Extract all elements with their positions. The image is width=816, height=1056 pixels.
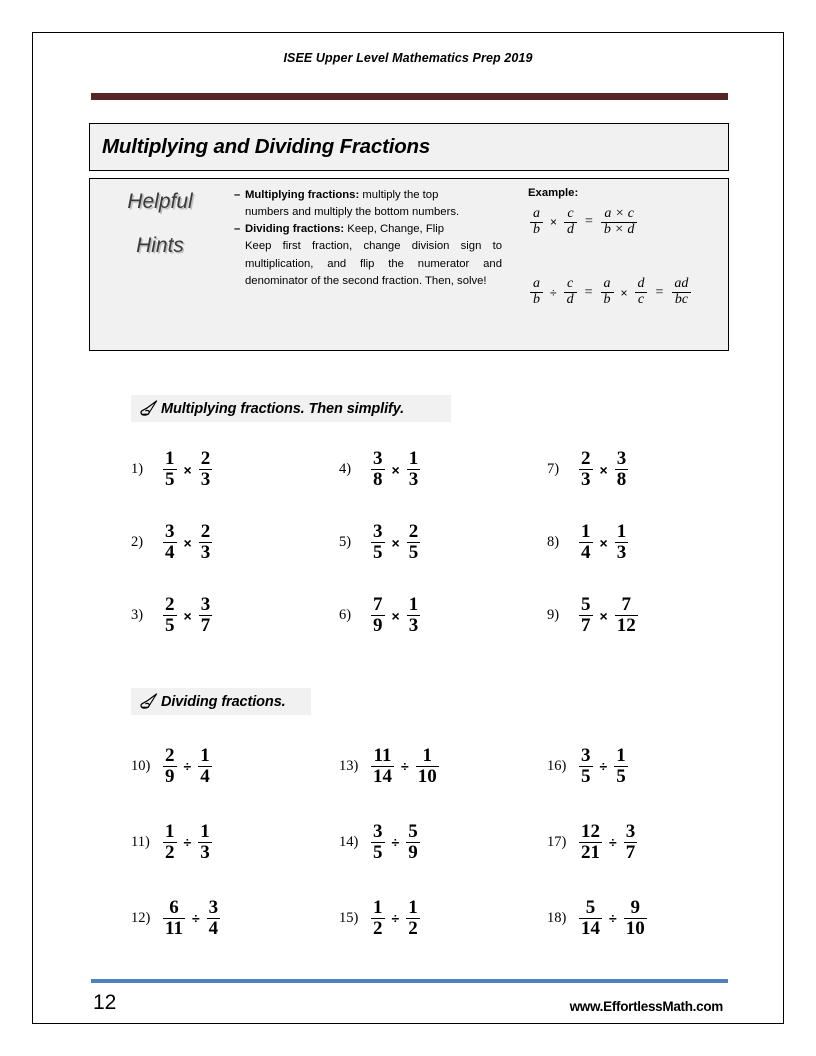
- fraction-right: [207, 898, 221, 939]
- fraction-right: [407, 449, 421, 490]
- hints-example-column: [512, 179, 728, 350]
- problem-number: 14): [339, 833, 359, 850]
- helpful-hints-box: [89, 178, 729, 351]
- problem-item[interactable]: [339, 804, 547, 880]
- problem-item[interactable]: [547, 880, 731, 956]
- section-header-multiplying: [131, 395, 451, 422]
- denominator: 3: [616, 542, 627, 563]
- denominator: 2: [408, 917, 418, 939]
- hint-bullet-2-line: [245, 221, 444, 238]
- fraction-right: [624, 898, 647, 939]
- denominator: b: [530, 222, 543, 238]
- denominator: 2: [165, 841, 175, 863]
- numerator: 5: [581, 594, 591, 616]
- equals-sign: =: [655, 284, 664, 300]
- fraction-left: [579, 449, 593, 490]
- problem-item[interactable]: [547, 579, 731, 652]
- denominator: 5: [373, 542, 383, 563]
- denominator: d: [564, 222, 577, 238]
- fraction-left: [579, 822, 602, 863]
- denominator: 4: [208, 917, 219, 939]
- problem-expression: [369, 898, 422, 939]
- fraction-c-over-d: [564, 277, 577, 307]
- divide-operator: ÷: [550, 285, 557, 300]
- denominator: 3: [581, 469, 591, 490]
- problem-expression: [577, 746, 630, 787]
- numerator: 1: [165, 448, 175, 470]
- operator: ×: [183, 607, 192, 624]
- denominator: 3: [200, 542, 211, 563]
- multiply-operator: ×: [620, 285, 628, 300]
- example-formula-1: [528, 207, 728, 237]
- page-title-box: [89, 123, 729, 171]
- denominator: 4: [581, 542, 591, 563]
- problem-expression: [161, 746, 214, 787]
- fraction-left: [371, 522, 385, 563]
- page-number: 12: [93, 991, 117, 1014]
- operator: ×: [183, 461, 192, 478]
- problem-number: 10): [131, 757, 151, 774]
- numerator: 3: [165, 521, 175, 543]
- pen-icon: [139, 400, 159, 417]
- hint-bullet-1-rest: multiply the top: [359, 189, 439, 201]
- problem-expression: [161, 449, 214, 490]
- fraction-left: [163, 522, 177, 563]
- denominator: 2: [373, 917, 383, 939]
- numerator: 1: [200, 820, 210, 842]
- problem-item[interactable]: [131, 728, 339, 804]
- operator: ÷: [191, 910, 200, 926]
- fraction-left: [163, 595, 177, 636]
- operator: ×: [599, 461, 608, 478]
- fraction-right: [614, 746, 628, 787]
- denominator: 7: [581, 615, 591, 636]
- fraction-right: [615, 522, 629, 563]
- numerator: 7: [621, 594, 631, 616]
- problem-number: 2): [131, 534, 144, 550]
- helpful-hints-label: [90, 179, 230, 350]
- denominator: 8: [616, 469, 627, 490]
- hint-dash: –: [234, 189, 241, 201]
- denominator: 7: [625, 841, 636, 863]
- fraction-right: [199, 449, 213, 490]
- denominator: b × d: [601, 222, 637, 238]
- numerator: 9: [630, 896, 640, 918]
- operator: ×: [391, 461, 400, 478]
- operator: ÷: [183, 834, 192, 850]
- problem-number: 1): [131, 461, 144, 477]
- operator: ×: [183, 534, 192, 551]
- problem-number: 9): [547, 607, 560, 623]
- hint-bullet-2-rest: Keep, Change, Flip: [344, 223, 445, 236]
- fraction-left: [579, 746, 593, 787]
- problem-item[interactable]: [339, 728, 547, 804]
- hint-bullet-2-continuation: Keep first fraction, change division sign to multiplication, and flip the numerator and denominator of the second fraction. Then, solve!: [245, 240, 502, 287]
- fraction-left: [371, 822, 385, 863]
- hint-bullet-1-continuation: numbers and multiply the bottom numbers.: [245, 206, 460, 219]
- problem-expression: [577, 522, 630, 563]
- problem-grid-dividing: [131, 728, 731, 956]
- fraction-left: [163, 746, 177, 787]
- numerator: 3: [373, 521, 383, 543]
- hint-bullet-1-strong: Multiplying fractions:: [245, 189, 360, 201]
- denominator: 3: [408, 469, 419, 490]
- problem-number: 17): [547, 833, 567, 850]
- problem-item[interactable]: [131, 579, 339, 652]
- denominator: 3: [200, 841, 210, 863]
- denominator: 14: [373, 765, 392, 787]
- fraction-d-over-c: [635, 277, 648, 307]
- denominator: bc: [672, 292, 691, 308]
- problem-expression: [577, 822, 639, 863]
- running-head: ISEE Upper Level Mathematics Prep 2019: [283, 51, 533, 65]
- problem-number: 4): [339, 461, 352, 477]
- problem-item[interactable]: [131, 804, 339, 880]
- problem-expression: [369, 822, 422, 863]
- numerator: 12: [581, 820, 600, 842]
- problem-number: 3): [131, 607, 144, 623]
- problem-number: 13): [339, 757, 359, 774]
- numerator: 1: [165, 820, 175, 842]
- numerator: 1: [616, 744, 626, 766]
- numerator: 3: [373, 448, 383, 470]
- equals-sign: =: [584, 284, 593, 300]
- fraction-a-over-b: [530, 277, 543, 307]
- denominator: 3: [200, 469, 211, 490]
- problem-item[interactable]: [547, 506, 731, 579]
- fraction-left: [371, 746, 394, 787]
- hints-label-line1: Helpful: [127, 190, 193, 213]
- hint-bullet-1-line: [245, 187, 438, 204]
- denominator: 3: [408, 615, 419, 636]
- problem-expression: [161, 595, 214, 636]
- numerator: 11: [373, 744, 392, 766]
- example-label: Example:: [528, 187, 579, 199]
- problem-expression: [369, 522, 422, 563]
- hint-bullet-2: [234, 221, 508, 238]
- operator: ÷: [391, 910, 400, 926]
- footer-rule: [91, 979, 728, 983]
- header-rule: [91, 93, 728, 100]
- numerator: 1: [408, 448, 419, 470]
- problem-number: 6): [339, 607, 352, 623]
- fraction-right: [406, 898, 420, 939]
- numerator: 3: [625, 820, 636, 842]
- problem-number: 18): [547, 909, 567, 926]
- numerator: 2: [165, 744, 175, 766]
- numerator: 2: [408, 521, 419, 543]
- numerator: 1: [616, 521, 627, 543]
- denominator: 9: [165, 765, 175, 787]
- denominator: 5: [616, 765, 626, 787]
- fraction-right: [407, 522, 421, 563]
- numerator: 3: [373, 820, 383, 842]
- problem-number: 7): [547, 461, 560, 477]
- helpful-hints-text: [230, 179, 512, 350]
- denominator: 10: [625, 917, 645, 939]
- numerator: 3: [616, 448, 627, 470]
- problem-number: 16): [547, 757, 567, 774]
- problem-expression: [161, 898, 222, 939]
- fraction-left: [579, 898, 602, 939]
- denominator: 12: [616, 615, 636, 636]
- section-header-dividing: [131, 688, 311, 715]
- fraction-left: [371, 595, 385, 636]
- problem-expression: [369, 746, 441, 787]
- numerator: a: [603, 276, 611, 292]
- problem-item[interactable]: [547, 804, 731, 880]
- fraction-right: [199, 595, 213, 636]
- denominator: 5: [408, 542, 419, 563]
- fraction-right: [407, 595, 421, 636]
- multiply-operator: ×: [550, 215, 558, 230]
- problem-item[interactable]: [339, 506, 547, 579]
- fraction-right: [416, 746, 439, 787]
- problem-expression: [577, 449, 630, 490]
- fraction-c-over-d: [564, 207, 577, 237]
- example-formula-2: [528, 277, 728, 307]
- hint-bullet-1: [234, 187, 508, 204]
- fraction-left: [371, 898, 385, 939]
- section-heading-text: Multiplying fractions. Then simplify.: [161, 400, 405, 417]
- numerator: 1: [200, 744, 210, 766]
- denominator: 10: [417, 765, 437, 787]
- denominator: 9: [408, 841, 418, 863]
- operator: ×: [599, 607, 608, 624]
- numerator: 1: [373, 896, 383, 918]
- operator: ×: [599, 534, 608, 551]
- denominator: c: [635, 292, 647, 308]
- fraction-left: [579, 595, 593, 636]
- denominator: 8: [373, 469, 383, 490]
- problem-item[interactable]: [131, 433, 339, 506]
- denominator: 4: [165, 542, 175, 563]
- numerator: d: [637, 276, 645, 292]
- denominator: b: [601, 292, 614, 308]
- denominator: 5: [165, 469, 175, 490]
- problem-expression: [577, 595, 640, 636]
- operator: ÷: [401, 758, 409, 774]
- problem-number: 15): [339, 909, 359, 926]
- denominator: 21: [581, 841, 600, 863]
- worksheet-page: [32, 32, 784, 1024]
- numerator: c: [566, 276, 574, 292]
- numerator: 1: [581, 521, 591, 543]
- problem-expression: [161, 822, 214, 863]
- problem-expression: [369, 449, 422, 490]
- fraction-result-2: [671, 277, 691, 307]
- numerator: 2: [581, 448, 591, 470]
- denominator: 5: [581, 765, 591, 787]
- fraction-left: [163, 449, 177, 490]
- pen-icon: [139, 693, 159, 710]
- problem-item[interactable]: [131, 506, 339, 579]
- numerator: 5: [408, 820, 418, 842]
- denominator: 5: [373, 841, 383, 863]
- problem-expression: [369, 595, 422, 636]
- numerator: a × c: [604, 206, 634, 221]
- numerator: a: [533, 206, 540, 221]
- denominator: d: [564, 292, 577, 308]
- fraction-left: [371, 449, 385, 490]
- numerator: 3: [581, 744, 591, 766]
- fraction-left: [163, 898, 185, 939]
- numerator: c: [567, 206, 574, 221]
- problem-item[interactable]: [131, 880, 339, 956]
- numerator: ad: [674, 276, 689, 292]
- operator: ÷: [599, 758, 608, 774]
- fraction-a-over-b: [530, 207, 543, 237]
- operator: ÷: [183, 758, 192, 774]
- equals-sign: =: [585, 214, 593, 230]
- problem-number: 8): [547, 534, 560, 550]
- operator: ÷: [609, 910, 617, 926]
- denominator: 11: [165, 917, 183, 939]
- numerator: 1: [422, 744, 432, 766]
- section-heading-text: Dividing fractions.: [161, 693, 286, 710]
- fraction-right: [199, 522, 213, 563]
- problem-item[interactable]: [339, 880, 547, 956]
- numerator: 3: [208, 896, 219, 918]
- problem-item[interactable]: [339, 579, 547, 652]
- fraction-right: [615, 595, 638, 636]
- denominator: 4: [200, 765, 210, 787]
- numerator: a: [533, 276, 540, 292]
- operator: ÷: [391, 834, 400, 850]
- hints-label-line2: Hints: [136, 234, 184, 258]
- fraction-right: [198, 822, 212, 863]
- operator: ×: [391, 534, 400, 551]
- numerator: 2: [200, 521, 211, 543]
- problem-number: 5): [339, 534, 352, 550]
- fraction-right: [624, 822, 638, 863]
- fraction-right: [615, 449, 629, 490]
- denominator: 14: [581, 917, 600, 939]
- numerator: 1: [408, 896, 418, 918]
- denominator: 7: [200, 615, 211, 636]
- fraction-left: [163, 822, 177, 863]
- problem-item[interactable]: [547, 728, 731, 804]
- fraction-a-over-b-2: [601, 277, 614, 307]
- numerator: 7: [373, 594, 383, 616]
- problem-item[interactable]: [339, 433, 547, 506]
- numerator: 2: [165, 594, 175, 616]
- numerator: 5: [585, 896, 596, 918]
- operator: ÷: [609, 834, 617, 850]
- problem-item[interactable]: [547, 433, 731, 506]
- hint-dash: –: [234, 223, 241, 236]
- denominator: 9: [373, 615, 383, 636]
- fraction-right: [198, 746, 212, 787]
- problem-expression: [161, 522, 214, 563]
- site-url[interactable]: www.EffortlessMath.com: [569, 999, 723, 1014]
- fraction-left: [579, 522, 593, 563]
- problem-grid-multiplying: [131, 433, 731, 652]
- numerator: 2: [200, 448, 211, 470]
- hint-bullet-2-strong: Dividing fractions:: [245, 223, 345, 236]
- denominator: 5: [165, 615, 175, 636]
- problem-number: 11): [131, 833, 150, 850]
- numerator: 6: [169, 896, 179, 918]
- numerator: 1: [408, 594, 419, 616]
- fraction-right: [406, 822, 420, 863]
- problem-number: 12): [131, 909, 151, 926]
- numerator: 3: [200, 594, 211, 616]
- fraction-result-1: [601, 207, 637, 237]
- denominator: b: [530, 292, 543, 308]
- problem-expression: [577, 898, 649, 939]
- operator: ×: [391, 607, 400, 624]
- page-title: Multiplying and Dividing Fractions: [102, 135, 431, 158]
